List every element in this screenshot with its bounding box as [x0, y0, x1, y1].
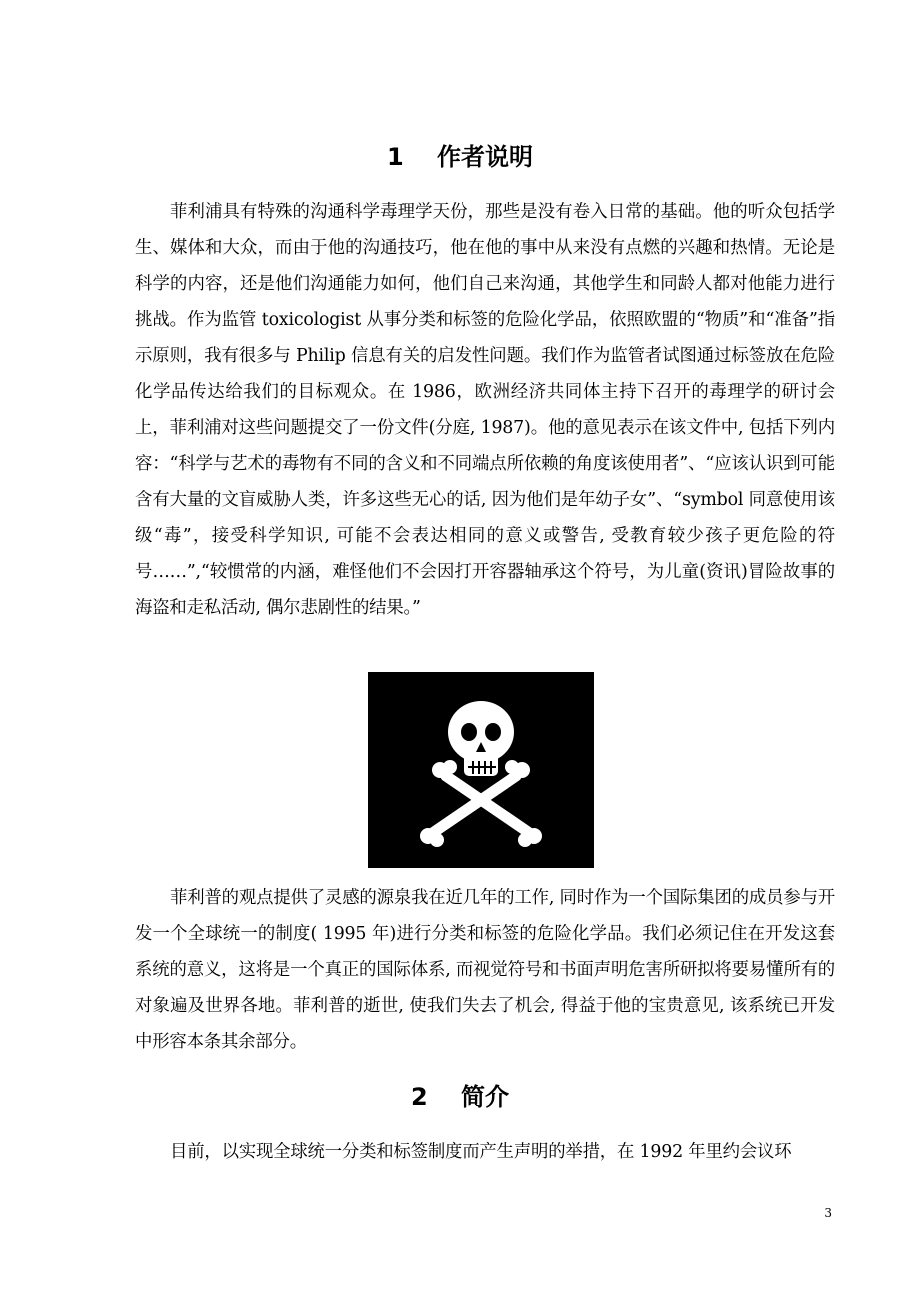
left-eye [461, 723, 477, 741]
section-1-heading: 1 作者说明 [386, 143, 534, 171]
skull-and-crossbones-icon [368, 672, 594, 868]
right-eye [485, 723, 501, 741]
skull-and-crossbones-figure [368, 672, 594, 868]
page-number: 3 [824, 1206, 832, 1220]
section-2-paragraph: 目前，以实现全球统一分类和标签制度而产生声明的举措，在 1992 年里约会议环 [170, 1142, 792, 1162]
section-2-heading: 2 简介 [410, 1083, 510, 1111]
section-1-paragraph-continued: 菲利普的观点提供了灵感的源泉我在近几年的工作, 同时作为一个国际集团的成员参与开发一个全球统一的制度( 1995 年)进行分类和标签的危险化学品。我们必须记住在开发这套系统的意义，这将是一个真正的国际体系, 而视觉符号和书面声明危害所研拟将要易懂所有的对象遍及世界各地。菲利普的逝世, 使我们失去了机会, 得益于他的宝贵意见, 该系统已开发中形容本条其余部分。 [135, 888, 835, 1052]
skull [448, 701, 514, 776]
section-1-paragraph: 菲利浦具有特殊的沟通科学毒理学天份，那些是没有卷入日常的基础。他的听众包括学生、媒体和大众，而由于他的沟通技巧，他在他的事中从来没有点燃的兴趣和热情。无论是科学的内容，还是他们沟通能力如何，他们自己来沟通，其他学生和同龄人都对他能力进行挑战。作为监管 toxicologist 从事分类和标签的危险化学品，依照欧盟的“物质”和“准备”指示原则，我有很多与 Philip 信息有关的启发性问题。我们作为监管者试图通过标签放在危险化学品传达给我们的目标观众。在 1986，欧洲经济共同体主持下召开的毒理学的研讨会上，菲利浦对这些问题提交了一份文件(分庭, 1987)。他的意见表示在该文件中, 包括下列内容：“科学与艺术的毒物有不同的含义和不同端点所依赖的角度该使用者”、“应该认识到可能含有大量的文盲威胁人类，许多这些无心的话, 因为他们是年幼子女”、“symbol 同意使用该级“毒”，接受科学知识, 可能不会表达相同的意义或警告, 受教育较少孩子更危险的符号……”,“较惯常的内涵，难怪他们不会因打开容器轴承这个符号，为儿童(资讯)冒险故事的海盗和走私活动, 偶尔悲剧性的结果。” [135, 202, 835, 618]
